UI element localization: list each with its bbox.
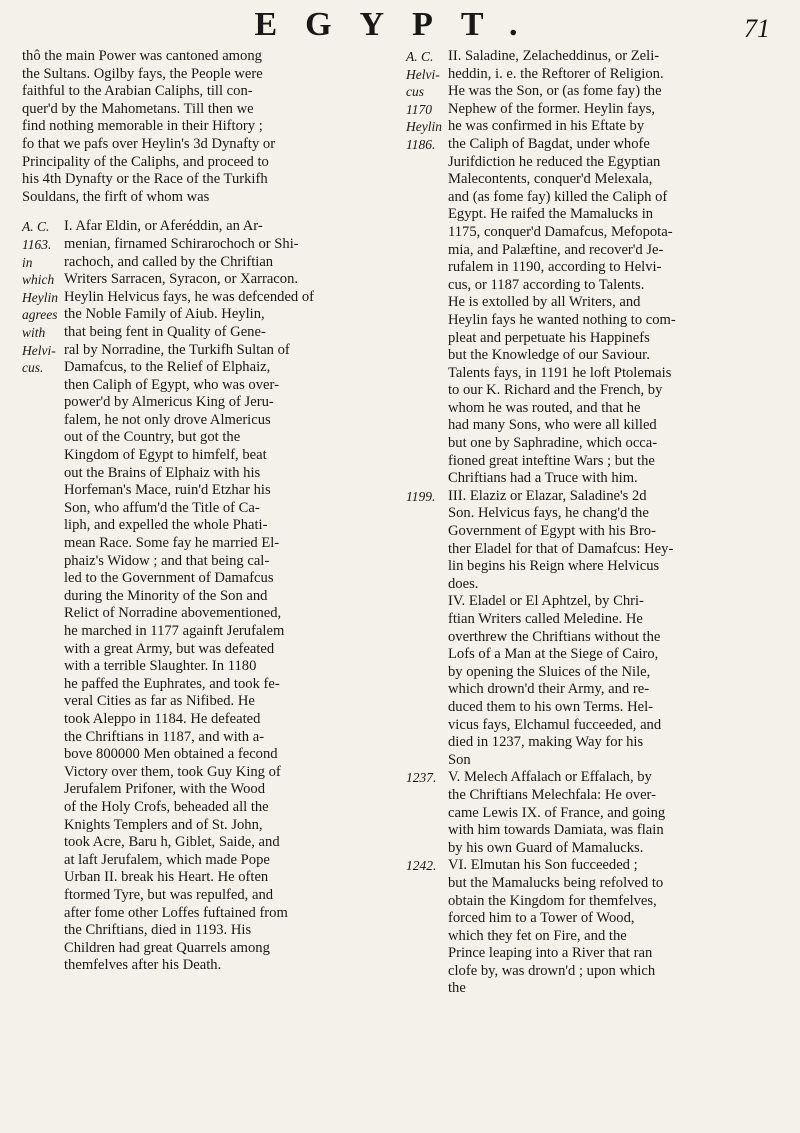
text-line: faithful to the Arabian Caliphs, till con- <box>22 83 253 100</box>
text-line: rachoch, and called by the Chriftian <box>64 253 274 270</box>
text-line: by his own Guard of Mamalucks. <box>448 839 644 856</box>
text-line: to our K. Richard and the French, by <box>448 382 663 399</box>
text-line: Son. Helvicus fays, he chang'd the <box>448 505 649 522</box>
text-line: obtain the Kingdom for themfelves, <box>448 892 657 909</box>
margin-note-line: with <box>22 324 46 340</box>
margin-note-line: Helvi- <box>406 66 440 82</box>
text-line: Lofs of a Man at the Siege of Cairo, <box>448 646 659 663</box>
margin-note-line: A. C. <box>22 219 50 235</box>
margin-note-line: cus <box>406 84 424 100</box>
text-line: does. <box>448 575 479 592</box>
entry-1-text <box>64 218 400 975</box>
text-line: the Chriftians Melechfala: He over- <box>448 786 656 803</box>
text-line: died in 1237, making Way for his <box>448 734 644 751</box>
text-line: which they fet on Fire, and the <box>448 927 627 944</box>
entry-4 <box>406 593 788 769</box>
text-line: III. Elaziz or Elazar, Saladine's 2d <box>448 487 647 504</box>
text-line: then Caliph of Egypt, who was over- <box>64 376 279 393</box>
text-line: Heylin fays he wanted nothing to com- <box>448 311 676 328</box>
text-line: took Acre, Baru h, Giblet, Saide, and <box>64 834 280 851</box>
text-line: the Chriftians, died in 1193. His <box>64 922 252 939</box>
text-line: cus, or 1187 according to Talents. <box>448 276 645 293</box>
text-line: Relict of Norradine abovementioned, <box>64 605 282 622</box>
text-line: vicus fays, Elchamul fucceeded, and <box>448 716 662 733</box>
text-line: Souldans, the firft of whom was <box>22 188 210 205</box>
right-column <box>406 48 788 998</box>
text-line: Malecontents, conquer'd Melexala, <box>448 171 653 188</box>
text-line: Kingdom of Egypt to himfelf, beat <box>64 447 267 464</box>
text-line: II. Saladine, Zelacheddinus, or Zeli- <box>448 48 660 64</box>
text-line: during the Minority of the Son and <box>64 587 268 604</box>
text-line: Prince leaping into a River that ran <box>448 945 653 962</box>
text-line: with a great Army, but was defeated <box>64 640 275 657</box>
text-line: that being fent in Quality of Gene- <box>64 323 266 340</box>
entry-2 <box>406 48 788 488</box>
text-line: the <box>448 980 466 997</box>
text-line: Principality of the Caliphs, and proceed to <box>22 153 269 170</box>
text-line: Talents fays, in 1191 he loft Ptolemais <box>448 364 672 381</box>
text-line: mia, and Palæftine, and recover'd Je- <box>448 241 664 258</box>
margin-note-line: Helvi- <box>22 342 56 358</box>
text-line: whom he was routed, and that he <box>448 399 641 416</box>
text-line: which drown'd their Army, and re- <box>448 681 650 698</box>
entry-2-margin-note <box>406 48 446 154</box>
text-line: and (as fome fay) killed the Caliph of <box>448 188 668 205</box>
entry-1-margin-note <box>22 218 62 376</box>
text-line: forced him to a Tower of Wood, <box>448 910 635 927</box>
text-line: the Noble Family of Aiub. Heylin, <box>64 306 265 323</box>
text-line: but the Knowledge of our Saviour. <box>448 347 650 364</box>
text-line: Government of Egypt with his Bro- <box>448 523 656 540</box>
text-line: quer'd by the Mahometans. Till then we <box>22 100 254 117</box>
text-line: Nephew of the former. Heylin fays, <box>448 100 656 117</box>
text-line: he paffed the Euphrates, and took fe- <box>64 675 280 692</box>
text-line: power'd by Almericus King of Jeru- <box>64 394 274 411</box>
text-line: Horfeman's Mace, ruin'd Etzhar his <box>64 482 271 499</box>
text-line: Chriftians had a Truce with him. <box>448 470 638 487</box>
text-line: falem, he not only drove Almericus <box>64 411 271 428</box>
text-line: menian, firnamed Schirarochoch or Shi- <box>64 235 299 252</box>
text-line: the Chriftians in 1187, and with a- <box>64 728 265 745</box>
entry-5-margin-note <box>406 769 446 787</box>
text-line: he marched in 1177 againft Jerufalem <box>64 623 285 639</box>
margin-note-line: Heylin <box>406 119 442 135</box>
text-line: he was confirmed in his Eftate by <box>448 118 645 135</box>
margin-note-line: 1237. <box>406 770 437 786</box>
entry-3-text <box>448 488 788 594</box>
text-line: lin begins his Reign where Helvicus <box>448 558 660 575</box>
margin-note-line: which <box>22 272 55 288</box>
text-line: thô the main Power was cantoned among <box>22 48 262 64</box>
text-line: after fome other Loffes fuftained from <box>64 904 288 921</box>
text-line: V. Melech Affalach or Effalach, by <box>448 769 652 786</box>
entry-4-text <box>448 593 788 769</box>
entry-3 <box>406 488 788 594</box>
entry-6-text <box>448 857 788 998</box>
margin-note-line: 1163. <box>22 236 52 252</box>
text-line: ftormed Tyre, but was repulfed, and <box>64 886 274 903</box>
margin-note-line: Heylin <box>22 289 58 305</box>
text-line: took Aleppo in 1184. He defeated <box>64 710 261 727</box>
text-line: led to the Government of Damafcus <box>64 570 274 587</box>
text-line: the Sultans. Ogilby fays, the People were <box>22 65 263 82</box>
text-line: at laft Jerufalem, which made Pope <box>64 851 270 868</box>
entry-6-margin-note <box>406 857 446 875</box>
text-line: had many Sons, who were all killed <box>448 417 657 434</box>
text-line: Urban II. break his Heart. He often <box>64 869 269 886</box>
entry-3-margin-note <box>406 488 446 506</box>
margin-note-line: 1170 <box>406 101 432 117</box>
margin-note-line: 1242. <box>406 858 437 874</box>
text-line: Jerufalem Prifoner, with the Wood <box>64 781 266 798</box>
margin-note-line: in <box>22 254 33 270</box>
text-line: I. Afar Eldin, or Aferéddin, an Ar- <box>64 218 263 235</box>
text-line: find nothing memorable in their Hiftory ; <box>22 118 263 135</box>
text-line: VI. Elmutan his Son fucceeded ; <box>448 857 638 874</box>
text-line: of the Holy Crofs, beheaded all the <box>64 798 269 815</box>
text-line: liph, and expelled the whole Phati- <box>64 517 268 534</box>
text-line: IV. Eladel or El Aphtzel, by Chri- <box>448 593 644 610</box>
entry-5 <box>406 769 788 857</box>
text-line: Son <box>448 751 471 768</box>
intro-text <box>22 48 400 206</box>
text-line: Writers Sarracen, Syracon, or Xarracon. <box>64 271 299 288</box>
entry-1 <box>22 218 400 975</box>
text-line: came Lewis IX. of France, and going <box>448 804 666 821</box>
text-line: Jurifdiction he reduced the Egyptian <box>448 153 661 170</box>
text-line: Damafcus, to the Relief of Elphaiz, <box>64 359 271 376</box>
text-line: Egypt. He raifed the Mamalucks in <box>448 206 654 223</box>
text-line: He was the Son, or (as fome fay) the <box>448 83 662 100</box>
text-line: pleat and perpetuate his Happinefs <box>448 329 650 346</box>
running-head: EGYPT. <box>254 6 546 43</box>
text-line: fo that we pafs over Heylin's 3d Dynafty or <box>22 135 276 152</box>
text-line: phaiz's Widow ; and that being cal- <box>64 552 270 569</box>
text-line: 1175, conquer'd Damafcus, Mefopota- <box>448 223 673 240</box>
text-line: Children had great Quarrels among <box>64 939 270 956</box>
text-line: out of the Country, but got the <box>64 429 241 446</box>
text-line: overthrew the Chriftians without the <box>448 628 661 645</box>
text-line: rufalem in 1190, according to Helvi- <box>448 259 662 276</box>
text-line: ftian Writers called Meledine. He <box>448 611 643 627</box>
text-line: the Caliph of Bagdat, under whofe <box>448 135 650 152</box>
text-line: themfelves after his Death. <box>64 957 222 974</box>
text-line: ral by Norradine, the Turkifh Sultan of <box>64 341 290 358</box>
text-line: heddin, i. e. the Reftorer of Religion. <box>448 65 664 82</box>
text-line: out the Brains of Elphaiz with his <box>64 464 261 481</box>
margin-note-line: A. C. <box>406 49 434 64</box>
text-line: veral Cities as far as Nifibed. He <box>64 693 255 710</box>
page-number: 71 <box>744 14 770 43</box>
text-line: but one by Saphradine, which occa- <box>448 435 658 452</box>
text-line: by opening the Sluices of the Nile, <box>448 663 651 680</box>
text-line: Heylin Helvicus fays, he was defcended of <box>64 288 315 305</box>
entry-6 <box>406 857 788 998</box>
text-line: with him towards Damiata, was flain <box>448 822 664 839</box>
margin-note-line: agrees <box>22 307 58 323</box>
text-line: his 4th Dynafty or the Race of the Turkifh <box>22 171 268 188</box>
margin-note-line: cus. <box>22 360 44 376</box>
text-line: Victory over them, took Guy King of <box>64 763 281 780</box>
text-line: duced them to his own Terms. Hel- <box>448 698 654 715</box>
text-line: fioned great inteftine Wars ; but the <box>448 452 655 469</box>
intro-paragraph <box>22 48 400 206</box>
text-line: Knights Templers and of St. John, <box>64 816 263 833</box>
text-line: Son, who affum'd the Title of Ca- <box>64 499 260 516</box>
text-line: but the Mamalucks being refolved to <box>448 874 664 891</box>
page-header <box>0 4 800 44</box>
text-line: bove 800000 Men obtained a fecond <box>64 746 278 763</box>
text-line: mean Race. Some fay he married El- <box>64 535 280 552</box>
left-column <box>22 48 400 975</box>
text-line: clofe by, was drown'd ; upon which <box>448 962 656 979</box>
entry-2-text <box>448 48 788 488</box>
text-line: ther Eladel for that of Damafcus: Hey- <box>448 540 674 557</box>
margin-note-line: 1199. <box>406 488 436 504</box>
entry-5-text <box>448 769 788 857</box>
text-line: He is extolled by all Writers, and <box>448 294 641 311</box>
text-line: with a terrible Slaughter. In 1180 <box>64 658 257 675</box>
margin-note-line: 1186. <box>406 136 436 152</box>
